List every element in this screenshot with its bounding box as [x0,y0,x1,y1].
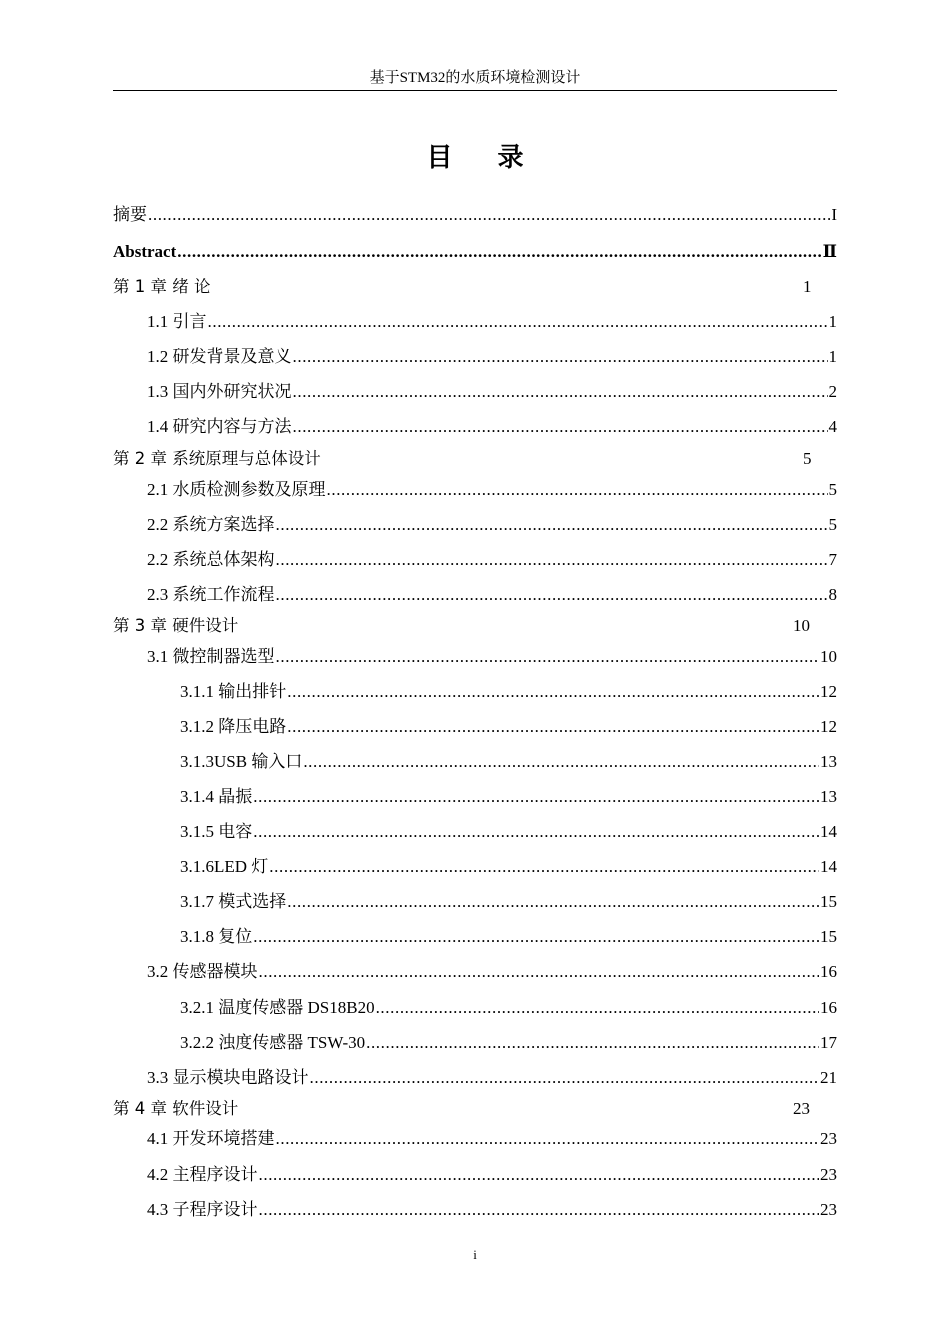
toc-entry-page: 23 [820,1200,837,1219]
toc-entry-page: 15 [820,892,837,911]
leader-dots [148,203,830,227]
leader-dots [259,1198,820,1222]
leader-dots [208,310,828,334]
toc-entry-label: 3.1 微控制器选型 [147,647,275,666]
toc-entry-page: 23 [820,1165,837,1184]
toc-entry-label: 2.3 系统工作流程 [147,585,275,604]
toc-entry-page: 1 [803,277,812,296]
toc-entry[interactable] [180,855,837,879]
toc-entry-page: 12 [820,682,837,701]
toc-entry[interactable] [147,645,837,669]
toc-entry[interactable] [147,380,837,404]
toc-entry-label: 3.2 传感器模块 [147,962,258,981]
toc-entry-page: 8 [828,585,837,604]
toc-entry-label: 1.3 国内外研究状况 [147,382,292,401]
toc-entry[interactable] [147,1127,837,1151]
toc-entry-page: 15 [820,927,837,946]
leader-dots [293,345,828,369]
toc-chapter[interactable] [113,275,837,299]
toc-chapter[interactable] [113,447,837,471]
toc-chapter[interactable] [113,1097,837,1121]
toc-entry[interactable] [147,1198,837,1222]
toc-entry-label: 4.2 主程序设计 [147,1165,258,1184]
leader-dots [253,925,819,949]
toc-entry-label: 3.1.1 输出排针 [180,682,287,701]
toc-entry-label: 3.1.7 模式选择 [180,892,287,911]
toc-entry[interactable] [180,680,837,704]
toc-entry-page: 1 [828,347,837,366]
leader-dots [276,583,828,607]
toc-entry-label: 第 1 章 绪 论 [113,277,211,296]
toc-entry-label: 2.2 系统总体架构 [147,550,275,569]
toc-entry[interactable] [147,583,837,607]
toc-entry-page: 23 [793,1099,810,1118]
toc-title: 目 录 [426,143,542,173]
toc-entry[interactable] [113,240,837,264]
toc-entry-page: 13 [820,752,837,771]
toc-entry-page: 10 [820,647,837,666]
toc-entry[interactable] [147,1066,837,1090]
toc-entry[interactable] [180,750,837,774]
leader-dots [366,1031,819,1055]
toc-entry-page: 16 [820,962,837,981]
toc-entry[interactable] [147,513,837,537]
leader-dots [310,1066,820,1090]
toc-entry[interactable] [113,203,837,227]
leader-dots [276,1127,820,1151]
leader-dots [327,478,828,502]
toc-entry-page: 14 [820,857,837,876]
toc-entry-label: 3.1.4 晶振 [180,787,253,806]
toc-entry[interactable] [180,820,837,844]
toc-entry-page: I [831,205,837,224]
leader-dots [287,680,819,704]
toc-entry[interactable] [180,925,837,949]
toc-entry-label: 第 3 章 硬件设计 [113,616,239,635]
toc-entry[interactable] [180,1031,837,1055]
leader-dots [253,785,819,809]
leader-dots [276,513,828,537]
leader-dots [259,960,820,984]
page-number: i [473,1247,477,1262]
toc-entry-page: 23 [820,1129,837,1148]
toc-entry-page: 5 [828,480,837,499]
toc-entry-page: 12 [820,717,837,736]
toc-entry[interactable] [147,478,837,502]
toc-entry-page: Ⅱ [822,242,837,261]
toc-entry-label: 4.3 子程序设计 [147,1200,258,1219]
toc-entry-page: 1 [828,312,837,331]
toc-entry-page: 4 [828,417,837,436]
toc-entry-label: 摘要 [113,205,147,224]
toc-entry-label: 3.1.3USB 输入口 [180,752,303,771]
leader-dots [287,890,819,914]
leader-dots [276,548,828,572]
leader-dots [293,415,828,439]
leader-dots [276,645,820,669]
toc-entry-label: 1.4 研究内容与方法 [147,417,292,436]
leader-dots [177,240,821,264]
leader-dots [293,380,828,404]
toc-entry[interactable] [147,345,837,369]
toc-entry[interactable] [180,715,837,739]
toc-entry[interactable] [180,785,837,809]
toc-entry-page: 5 [828,515,837,534]
toc-entry-page: 5 [803,449,812,468]
leader-dots [287,715,819,739]
toc-entry-page: 10 [793,616,810,635]
toc-entry-label: 3.2.2 浊度传感器 TSW-30 [180,1033,366,1052]
toc-entry-label: 3.3 显示模块电路设计 [147,1068,309,1087]
toc-entry[interactable] [147,1163,837,1187]
toc-entry[interactable] [147,310,837,334]
toc-entry-label: 3.1.8 复位 [180,927,253,946]
leader-dots [253,820,819,844]
toc-chapter[interactable] [113,614,837,638]
toc-entry-label: 3.2.1 温度传感器 DS18B20 [180,998,375,1017]
toc-entry-page: 21 [820,1068,837,1087]
toc-entry-label: Abstract [113,242,177,261]
toc-entry-label: 1.2 研发背景及意义 [147,347,292,366]
toc-entry-label: 1.1 引言 [147,312,207,331]
toc-entry-page: 16 [820,998,837,1017]
toc-entry-page: 7 [828,550,837,569]
toc-entry[interactable] [147,415,837,439]
toc-entry-page: 2 [828,382,837,401]
toc-entry[interactable] [180,890,837,914]
leader-dots [259,1163,820,1187]
toc-entry-label: 2.2 系统方案选择 [147,515,275,534]
toc-entry-label: 3.1.5 电容 [180,822,253,841]
toc-entry-label: 第 2 章 系统原理与总体设计 [113,449,321,468]
leader-dots [376,996,819,1020]
toc-entry-label: 3.1.6LED 灯 [180,857,269,876]
toc-entry-label: 3.1.2 降压电路 [180,717,287,736]
toc-entry-label: 4.1 开发环境搭建 [147,1129,275,1148]
page-header: 基于STM32的水质环境检测设计 [113,68,837,91]
toc-entry-page: 17 [820,1033,837,1052]
toc-entry[interactable] [180,996,837,1020]
toc-entry-label: 第 4 章 软件设计 [113,1099,239,1118]
toc-entry-page: 13 [820,787,837,806]
toc-entry-label: 2.1 水质检测参数及原理 [147,480,326,499]
leader-dots [303,750,819,774]
leader-dots [269,855,819,879]
toc-entry-page: 14 [820,822,837,841]
toc-entry[interactable] [147,548,837,572]
toc-entry[interactable] [147,960,837,984]
